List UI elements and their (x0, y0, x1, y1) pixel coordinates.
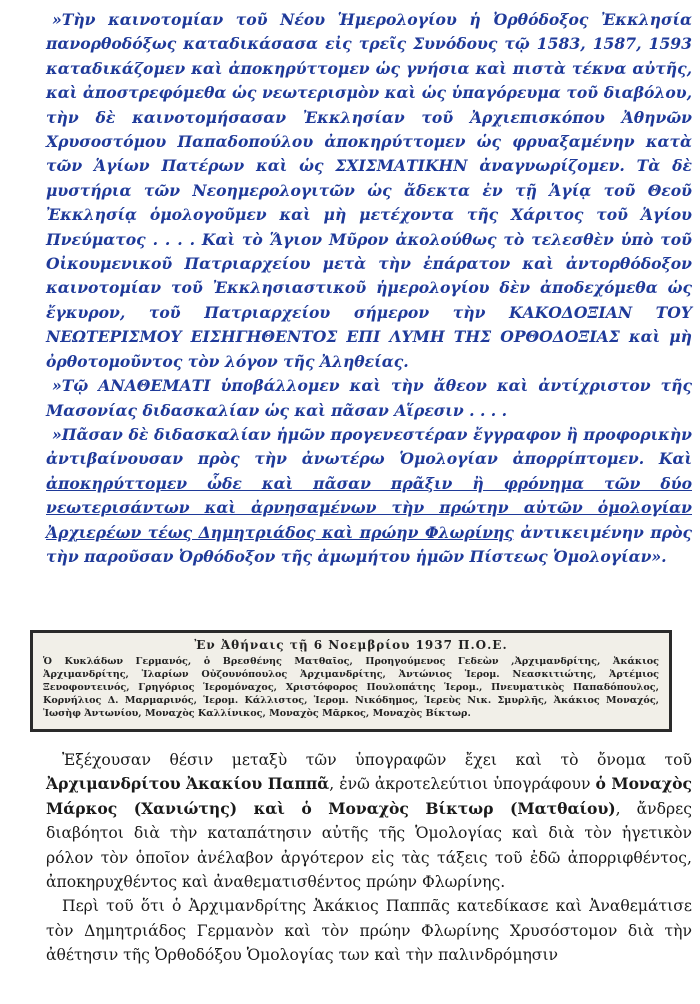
commentary-text (46, 748, 692, 968)
bold-name: ὁ Μοναχὸς Μάρκος (Χανιώτης) καὶ ὁ Μοναχὸς Βίκτωρ (Ματθαίου) (46, 774, 692, 818)
quote-text: »Πᾶσαν δὲ διδασκαλίαν ἡμῶν προγενεστέραν ἔγγραφον ἢ προφορικὴν ἀντιβαίνουσαν πρὸς τὴν ἀνωτέρω Ὁμολογίαν ἀπορρίπτομεν. Καὶ (46, 424, 692, 469)
quote-paragraph-rejection (46, 423, 692, 569)
quote-paragraph-calendar (46, 8, 692, 374)
body-text: , ἄνδρες διαβόητοι διὰ τὴν καταπάτησιν αὐτῆς τῆς Ὁμολογίας καὶ διὰ τὸν ἡγετικὸν ρόλον τὸν ὁποῖον ἀνέλαβον ἀργότερον εἰς τὰς τάξεις τοῦ ἐδῶ ἀπορριφθέντος, ἀποκηρυχθέντος καὶ ἀναθεματισθέντος πρώην Φλωρίνης. (46, 799, 692, 892)
quote-text: ἀντικειμένην πρὸς τὴν παροῦσαν Ὀρθόδοξον τῆς ἀμωμήτου ἡμῶν Πίστεως Ὁμολογίαν». (46, 522, 692, 566)
underlined-quote-text: ἀποκηρύττομεν ὧδε καὶ πᾶσαν πρᾶξιν ἢ φρόνημα τῶν δύο νεωτερισάντων καὶ ἀρνησαμένων τὴν πρώτην αὐτῶν ὁμολογίαν Ἀρχιερέων τέως Δημητριάδος καὶ πρώην Φλωρίνης (46, 473, 692, 542)
body-text: Ἐξέχουσαν θέσιν μεταξὺ τῶν ὑπογραφῶν ἔχει καὶ τὸ ὄνομα τοῦ (62, 751, 692, 769)
commentary-paragraph-akakios (46, 894, 692, 967)
confession-quote (46, 8, 692, 569)
commentary-paragraph-signatories (46, 748, 692, 894)
bold-name: Ἀρχιμανδρίτου Ἀκακίου Παππᾶ (46, 774, 330, 794)
body-text: Περὶ τοῦ ὅτι ὁ Ἀρχιμανδρίτης Ἀκάκιος Παππᾶς κατεδίκασε καὶ Ἀναθεμάτισε τὸν Δημητριάδος Γερμανὸν καὶ τὸν πρώην Φλωρίνης Χρυσόστομον διὰ τὴν ἀθέτησιν τῆς Ὀρθοδόξου Ὁμολογίας των καὶ τὴν παλινδρόμησιν (46, 897, 692, 965)
body-text: , ἐνῶ ἀκροτελεύτιοι ὑπογράφουν (329, 775, 596, 794)
quote-paragraph-anathema (46, 374, 692, 423)
signatures-date-line: Ἐν Ἀθήναις τῇ 6 Νοεμβρίου 1937 Π.Ο.Ε. (194, 638, 508, 652)
quote-text: »Τῷ ΑΝΑΘΕΜΑΤΙ ὑποβάλλομεν καὶ τὴν ἄθεον καὶ ἀντίχριστον τῆς Μασονίας διδασκαλίαν ὡς καὶ πᾶσαν Αἵρεσιν . . . . (46, 376, 692, 420)
scanned-signatures-image (30, 630, 672, 732)
quote-text: »Τὴν καινοτομίαν τοῦ Νέου Ἡμερολογίου ἡ Ὀρθόδοξος Ἐκκλησία πανορθοδόξως καταδικάσασα εἰς τρεῖς Συνόδους τῷ 1583, 1587, 1593 καταδικάζομεν καὶ ἀποκηρύττομεν ὡς γνήσια καὶ πιστὰ τέκνα αὐτῆς, καὶ ἀποστρεφόμεθα ὡς νεωτερισμὸν καὶ ὡς ὑπαγόρευμα τοῦ διαβόλου, τὴν δὲ καινοτομήσασαν Ἐκκλησίαν τοῦ Ἀρχιεπισκόπου Ἀθηνῶν Χρυσοστόμου Παπαδοπούλου ἀποκηρύττομεν ὡς φρυαξαμένην κατὰ τῶν Ἁγίων Πατέρων καὶ ὡς ΣΧΙΣΜΑΤΙΚΗΝ ἀναγνωρίζομεν. Τὰ δὲ μυστήρια τῶν Νεοημερολογιτῶν ὡς ἄδεκτα ἐν τῇ Ἁγίᾳ τοῦ Θεοῦ Ἐκκλησίᾳ ὁμολογοῦμεν καὶ μὴ μετέχοντα τῆς Χάριτος τοῦ Ἁγίου Πνεύματος . . . . Καὶ τὸ Ἅγιον Μῦρον ἀκολούθως τὸ τελεσθὲν ὑπὸ τοῦ Οἰκουμενικοῦ Πατριαρχείου μετὰ τὴν ἐπάρατον καὶ ἀντορθόδοξον καινοτομίαν τοῦ Ἐκκλησιαστικοῦ ἡμερολογίου δὲν ἀποδεχόμεθα ὡς ἔγκυρον, τοῦ Πατριαρχείου σήμερον τὴν ΚΑΚΟΔΟΞΙΑΝ ΤΟΥ ΝΕΩΤΕΡΙΣΜΟΥ ΕΙΣΗΓΗΘΕΝΤΟΣ ΕΠΙ ΛΥΜΗ ΤΗΣ ΟΡΘΟΔΟΞΙΑΣ καὶ μὴ ὀρθοτομοῦντος τὸν λόγον τῆς Ἀληθείας. (46, 10, 692, 371)
signatures-list: Ὁ Κυκλάδων Γερμανός, ὁ Βρεσθένης Ματθαῖος, Προηγούμενος Γεδεὼν ,Ἀρχιμανδρίτης, Ἀκάκιος Ἀρχιμανδρίτης, Ἱλαρίων Οὐζουνόπουλος Ἀρχιμανδρίτης, Ἀντώνιος Ἱερομ. Νεασκιτιώτης, Ἀρτέμιος Ξενοφοντεινός, Γρηγόριος Ἱερομόναχος, Χριστόφορος Πουλοπάτης Ἱερομ., Πνευματικὸς Παπαδόπουλος, Κορνήλιος Δ. Μαρμαρινός, Ἱερομ. Κάλλιστος, Ἱερομ. Νικόδημος, Ἱερεὺς Νικ. Σμυρλῆς, Ἀκάκιος Μοναχός, Ἰωσὴφ Ἀντωνίου, Μοναχὸς Καλλίνικος, Μοναχὸς Μᾶρκος, Μοναχὸς Βίκτωρ. (43, 656, 659, 719)
